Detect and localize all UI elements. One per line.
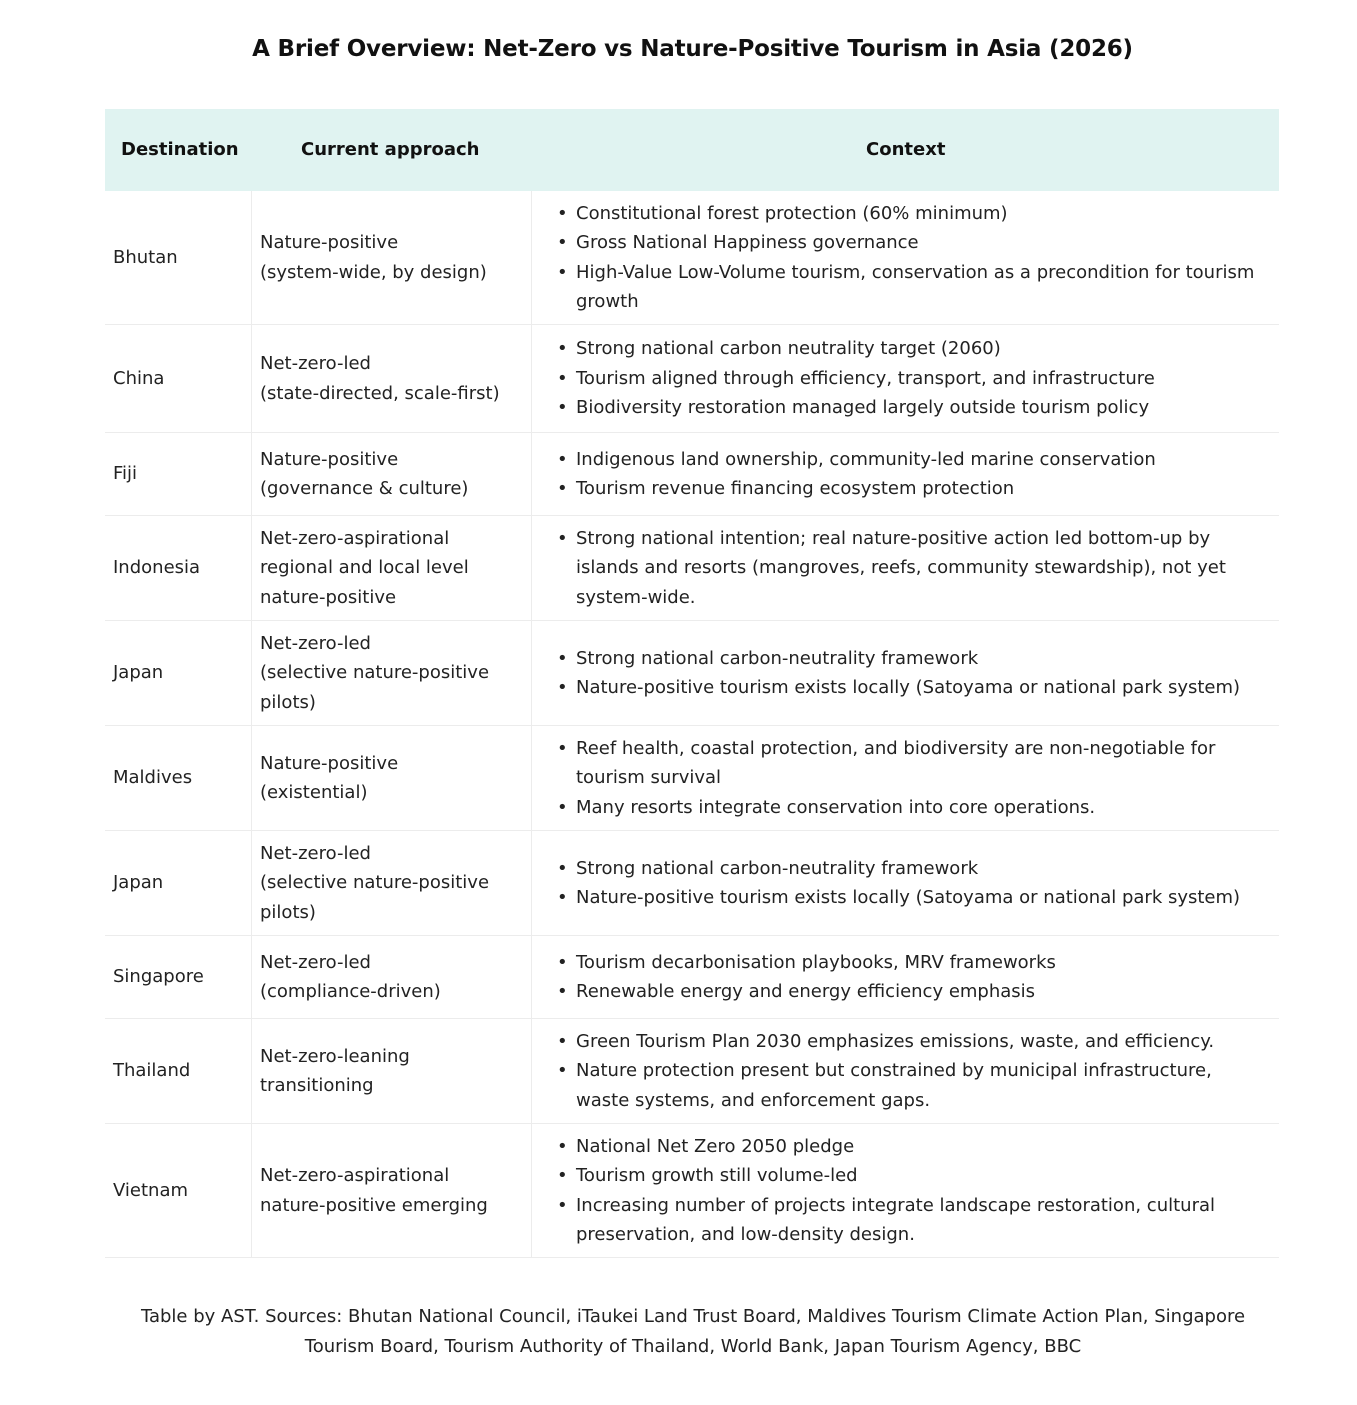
- column-header-context: Context: [866, 139, 946, 160]
- context-bullet: • Strong national carbon-neutrality framework: [557, 644, 1267, 674]
- context-bullet: • Biodiversity restoration managed largely outside tourism policy: [557, 393, 1267, 423]
- approach-line: (compliance-driven): [260, 981, 441, 1002]
- approach-line: pilots): [260, 901, 316, 923]
- context-bullet: • High-Value Low-Volume tourism, conservation as a precondition for tourism growth: [557, 258, 1267, 317]
- approach-line: Nature-positive: [260, 752, 399, 774]
- context-cell: [557, 936, 1267, 1018]
- destination-name: Japan: [113, 662, 164, 684]
- context-list: [557, 334, 1267, 423]
- approach-line: Net-zero-led: [260, 951, 371, 973]
- destination-cell: [113, 1124, 251, 1257]
- approach-line: (selective nature-positive: [260, 872, 490, 894]
- approach-cell: [260, 1019, 530, 1123]
- approach-line: Net-zero-leaning: [260, 1045, 410, 1067]
- approach-line: Nature-positive: [260, 448, 399, 470]
- approach-line: (governance & culture): [260, 478, 469, 499]
- approach-line: transitioning: [260, 1075, 374, 1096]
- context-list: [557, 644, 1267, 703]
- context-bullet: • Tourism revenue financing ecosystem protection: [557, 474, 1267, 504]
- context-list: [557, 524, 1267, 613]
- context-bullet: • Constitutional forest protection (60% minimum): [557, 199, 1267, 229]
- destination-name: Fiji: [113, 463, 138, 485]
- column-header-approach: Current approach: [301, 139, 480, 160]
- context-bullet: • Strong national carbon neutrality target (2060): [557, 334, 1267, 364]
- table-row: [105, 433, 1279, 516]
- context-cell: [557, 191, 1267, 324]
- approach-cell: [260, 726, 530, 830]
- approach-line: regional and local level: [260, 557, 469, 579]
- approach-cell: [260, 831, 530, 935]
- table-row: [105, 191, 1279, 325]
- approach-cell: [260, 621, 530, 725]
- approach-line: nature-positive emerging: [260, 1194, 488, 1216]
- approach-cell: [260, 325, 530, 432]
- approach-line: Nature-positive: [260, 232, 399, 253]
- context-cell: [557, 621, 1267, 725]
- destination-cell: [113, 726, 251, 830]
- destination-name: China: [113, 367, 165, 389]
- destination-name: Vietnam: [113, 1179, 189, 1201]
- destination-cell: [113, 516, 251, 620]
- approach-line: Net-zero-led: [260, 353, 371, 374]
- approach-line: nature-positive: [260, 586, 397, 608]
- context-bullet: • Strong national carbon-neutrality framework: [557, 854, 1267, 884]
- approach-line: (existential): [260, 782, 368, 803]
- context-cell: [557, 831, 1267, 935]
- approach-line: (selective nature-positive: [260, 662, 490, 684]
- context-list: [557, 1132, 1267, 1250]
- context-bullet: • Green Tourism Plan 2030 emphasizes emissions, waste, and efficiency.: [557, 1027, 1267, 1057]
- approach-line: pilots): [260, 691, 316, 713]
- approach-cell: [260, 936, 530, 1018]
- column-header-destination: Destination: [121, 139, 239, 160]
- table-row: [105, 516, 1279, 621]
- table-row: [105, 1019, 1279, 1124]
- approach-line: Net-zero-led: [260, 632, 371, 654]
- destination-cell: [113, 831, 251, 935]
- approach-line: (system-wide, by design): [260, 261, 487, 283]
- context-bullet: • Nature-positive tourism exists locally (Satoyama or national park system): [557, 883, 1267, 913]
- table-row: [105, 621, 1279, 726]
- context-bullet: • Nature-positive tourism exists locally (Satoyama or national park system): [557, 673, 1267, 703]
- approach-line: (state-directed, scale-first): [260, 382, 500, 404]
- table-row: [105, 1124, 1279, 1258]
- destination-cell: [113, 325, 251, 432]
- table-row: [105, 726, 1279, 831]
- destination-cell: [113, 621, 251, 725]
- context-cell: [557, 325, 1267, 432]
- context-bullet: • Gross National Happiness governance: [557, 228, 1267, 258]
- context-bullet: • Nature protection present but constrained by municipal infrastructure, waste systems, and enforcement gaps.: [557, 1056, 1267, 1115]
- context-bullet: • Renewable energy and energy efficiency emphasis: [557, 977, 1267, 1007]
- page-title: A Brief Overview: Net-Zero vs Nature-Positive Tourism in Asia (2026): [252, 36, 1133, 62]
- context-bullet: • Tourism growth still volume-led: [557, 1161, 1267, 1191]
- context-cell: [557, 726, 1267, 830]
- destination-cell: [113, 433, 251, 515]
- approach-line: Net-zero-aspirational: [260, 1165, 450, 1186]
- table-row: [105, 831, 1279, 936]
- context-list: [557, 1027, 1267, 1116]
- context-cell: [557, 1019, 1267, 1123]
- destination-name: Japan: [113, 872, 164, 894]
- context-bullet: • Many resorts integrate conservation into core operations.: [557, 793, 1267, 823]
- context-list: [557, 734, 1267, 823]
- context-list: [557, 948, 1267, 1007]
- destination-cell: [113, 191, 251, 324]
- approach-line: Net-zero-aspirational: [260, 527, 450, 549]
- destination-cell: [113, 1019, 251, 1123]
- approach-cell: [260, 516, 530, 620]
- context-bullet: • Indigenous land ownership, community-led marine conservation: [557, 445, 1267, 475]
- context-bullet: • Tourism decarbonisation playbooks, MRV frameworks: [557, 948, 1267, 978]
- context-bullet: • Reef health, coastal protection, and biodiversity are non-negotiable for tourism survival: [557, 734, 1267, 793]
- approach-line: Net-zero-led: [260, 842, 371, 864]
- context-bullet: • Tourism aligned through efficiency, transport, and infrastructure: [557, 364, 1267, 394]
- context-bullet: • Increasing number of projects integrate landscape restoration, cultural preservation, and low-density design.: [557, 1191, 1267, 1250]
- destination-name: Maldives: [113, 767, 193, 789]
- context-bullet: • Strong national intention; real nature-positive action led bottom-up by islands and resorts (mangroves, reefs, community stewardship), not yet system-wide.: [557, 524, 1267, 613]
- context-cell: [557, 433, 1267, 515]
- destination-name: Singapore: [113, 966, 204, 988]
- context-list: [557, 199, 1267, 317]
- destination-cell: [113, 936, 251, 1018]
- destination-name: Bhutan: [113, 246, 178, 268]
- source-note: Table by AST. Sources: Bhutan National Council, iTaukei Land Trust Board, Maldives Tourism Climate Action Plan, Singapore Tourism Board, Tourism Authority of Thailand, World Bank, Japan Tourism Agency, BBC: [140, 1306, 1246, 1357]
- context-cell: [557, 1124, 1267, 1257]
- table-header: [105, 109, 1279, 191]
- context-cell: [557, 516, 1267, 620]
- approach-cell: [260, 191, 530, 324]
- context-bullet: • National Net Zero 2050 pledge: [557, 1132, 1267, 1162]
- table-row: [105, 325, 1279, 433]
- destination-name: Thailand: [113, 1060, 191, 1082]
- context-list: [557, 445, 1267, 504]
- approach-cell: [260, 1124, 530, 1257]
- approach-cell: [260, 433, 530, 515]
- context-list: [557, 854, 1267, 913]
- table-row: [105, 936, 1279, 1019]
- destination-name: Indonesia: [113, 557, 201, 579]
